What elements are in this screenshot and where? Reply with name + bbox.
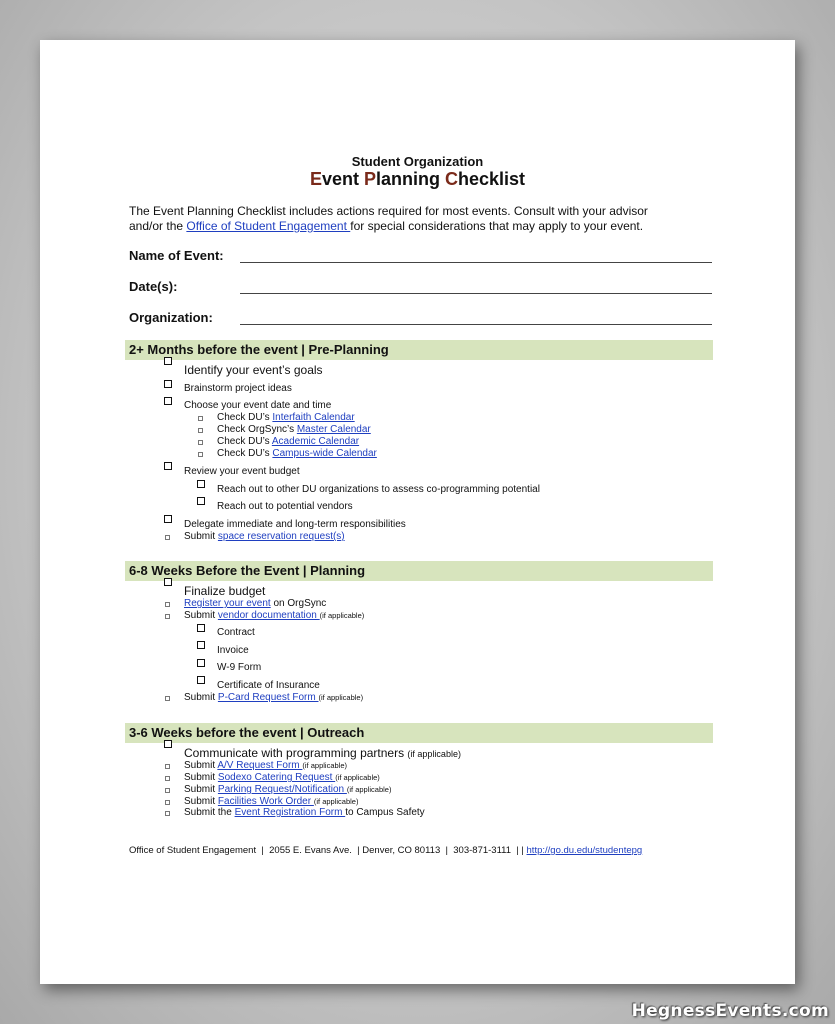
watermark: HegnessEvents.com (631, 1001, 829, 1021)
facilities-item (184, 796, 358, 807)
pcard-if-applicable: (if applicable) (318, 693, 364, 702)
av-item (184, 760, 347, 771)
communicate-text: Communicate with programming partners (184, 746, 408, 760)
catering-request-link[interactable]: Sodexo Catering Request (217, 772, 336, 783)
footer-url-link[interactable]: http://go.du.edu/studentepg (526, 845, 643, 856)
registration-post: to Campus Safety (345, 807, 425, 818)
contract-checkbox[interactable] (197, 624, 205, 632)
master-item (217, 424, 371, 435)
facilities-work-order-link[interactable]: Facilities Work Order (217, 796, 314, 807)
title-word-checklist: hecklist (458, 169, 526, 189)
w9-text: W-9 Form (217, 662, 262, 673)
parking-checkbox[interactable] (165, 788, 170, 793)
campus-calendar-link[interactable]: Campus-wide Calendar (272, 448, 377, 459)
delegate-text: Delegate immediate and long-term responsibilities (184, 519, 406, 530)
communicate-checkbox[interactable] (164, 740, 172, 748)
intro-paragraph (129, 204, 689, 234)
vendors-text: Reach out to potential vendors (217, 501, 353, 512)
budget-checkbox[interactable] (164, 462, 172, 470)
sub-checkbox-campus[interactable] (198, 452, 203, 457)
vendor-doc-checkbox[interactable] (165, 614, 170, 619)
campus-item (217, 448, 377, 459)
space-pre: Submit (184, 531, 218, 542)
w9-checkbox[interactable] (197, 659, 205, 667)
invoice-text: Invoice (217, 645, 249, 656)
parking-item (184, 784, 391, 795)
brainstorm-checkbox[interactable] (164, 380, 172, 388)
intro-line-1: The Event Planning Checklist includes actions required for most events. Consult with your advisor (129, 204, 648, 218)
master-calendar-link[interactable]: Master Calendar (296, 424, 371, 435)
register-event-link[interactable]: Register your event (184, 598, 271, 609)
brainstorm-text: Brainstorm project ideas (184, 383, 292, 394)
academic-item (217, 436, 359, 447)
av-pre: Submit (184, 760, 218, 771)
delegate-checkbox[interactable] (164, 515, 172, 523)
document-page (40, 40, 795, 984)
dates-line[interactable] (240, 293, 712, 294)
catering-if-applicable: (if applicable) (335, 773, 380, 782)
academic-calendar-link[interactable]: Academic Calendar (271, 436, 360, 447)
parking-if-applicable: (if applicable) (346, 785, 392, 794)
intro-post: for special considerations that may apply to your event. (350, 219, 644, 233)
finalize-text: Finalize budget (184, 584, 266, 598)
goals-checkbox[interactable] (164, 357, 172, 365)
catering-checkbox[interactable] (165, 776, 170, 781)
interfaith-item (217, 412, 355, 423)
title-cap-c: C (445, 169, 458, 189)
title-word-planning: lanning (376, 169, 445, 189)
registration-pre: Submit the (184, 807, 235, 818)
communicate-item (184, 746, 461, 760)
section-planning-header: 6-8 Weeks Before the Event | Planning (125, 561, 713, 581)
campus-pre: Check DU’s (217, 448, 273, 459)
organization-line[interactable] (240, 324, 712, 325)
title-cap-p: P (363, 169, 376, 189)
vendor-pre: Submit (184, 610, 218, 621)
coprog-text: Reach out to other DU organizations to assess co-programming potential (217, 484, 540, 495)
pcard-pre: Submit (184, 692, 218, 703)
insurance-checkbox[interactable] (197, 676, 205, 684)
dates-label: Date(s): (129, 279, 178, 294)
contract-text: Contract (217, 627, 255, 638)
catering-pre: Submit (184, 772, 218, 783)
document-subtitle: Student Organization (351, 154, 484, 169)
catering-item (184, 772, 380, 783)
document-title (40, 169, 795, 190)
space-reservation-link[interactable]: space reservation request(s) (217, 531, 345, 542)
organization-label: Organization: (129, 310, 213, 325)
av-checkbox[interactable] (165, 764, 170, 769)
event-name-line[interactable] (240, 262, 712, 263)
register-checkbox[interactable] (165, 602, 170, 607)
parking-pre: Submit (184, 784, 218, 795)
av-request-link[interactable]: A/V Request Form (217, 760, 303, 771)
pcard-form-link[interactable]: P-Card Request Form (217, 692, 319, 703)
facilities-checkbox[interactable] (165, 800, 170, 805)
section-outreach-header: 3-6 Weeks before the event | Outreach (125, 723, 713, 743)
invoice-checkbox[interactable] (197, 641, 205, 649)
sub-checkbox-academic[interactable] (198, 440, 203, 445)
event-registration-link[interactable]: Event Registration Form (234, 807, 346, 818)
academic-pre: Check DU’s (217, 436, 272, 447)
register-post: on OrgSync (270, 598, 327, 609)
event-name-label: Name of Event: (129, 248, 224, 263)
vendor-documentation-link[interactable]: vendor documentation (217, 610, 320, 621)
insurance-text: Certificate of Insurance (217, 680, 320, 691)
facilities-pre: Submit (184, 796, 218, 807)
registration-item (184, 807, 425, 818)
space-item (184, 531, 345, 542)
facilities-if-applicable: (if applicable) (313, 797, 359, 806)
footer-text: Office of Student Engagement | 2055 E. Evans Ave. | Denver, CO 80113 | 303-871-3111 | | (129, 845, 527, 856)
interfaith-calendar-link[interactable]: Interfaith Calendar (272, 412, 355, 423)
date-time-checkbox[interactable] (164, 397, 172, 405)
title-word-event: vent (321, 169, 364, 189)
intro-pre: and/or the (129, 219, 187, 233)
date-time-text: Choose your event date and time (184, 400, 332, 411)
register-item (184, 598, 326, 609)
vendor-doc-item (184, 610, 364, 621)
parking-request-link[interactable]: Parking Request/Notification (217, 784, 347, 795)
registration-checkbox[interactable] (165, 811, 170, 816)
pcard-item (184, 692, 363, 703)
space-checkbox[interactable] (165, 535, 170, 540)
vendors-checkbox[interactable] (197, 497, 205, 505)
sub-checkbox-interfaith[interactable] (198, 416, 203, 421)
av-if-applicable: (if applicable) (302, 761, 347, 770)
coprog-checkbox[interactable] (197, 480, 205, 488)
footer (129, 845, 642, 856)
sub-checkbox-master[interactable] (198, 428, 203, 433)
interfaith-pre: Check DU’s (217, 412, 273, 423)
title-cap-e: E (309, 169, 322, 189)
vendor-if-applicable: (if applicable) (319, 611, 365, 620)
finalize-checkbox[interactable] (164, 578, 172, 586)
pcard-checkbox[interactable] (165, 696, 170, 701)
master-pre: Check OrgSync’s (217, 424, 297, 435)
section-pre-planning-header: 2+ Months before the event | Pre-Planning (125, 340, 713, 360)
budget-text: Review your event budget (184, 466, 300, 477)
communicate-if-applicable: (if applicable) (407, 749, 461, 759)
goals-text: Identify your event’s goals (184, 363, 323, 377)
office-link[interactable]: Office of Student Engagement (186, 219, 351, 233)
